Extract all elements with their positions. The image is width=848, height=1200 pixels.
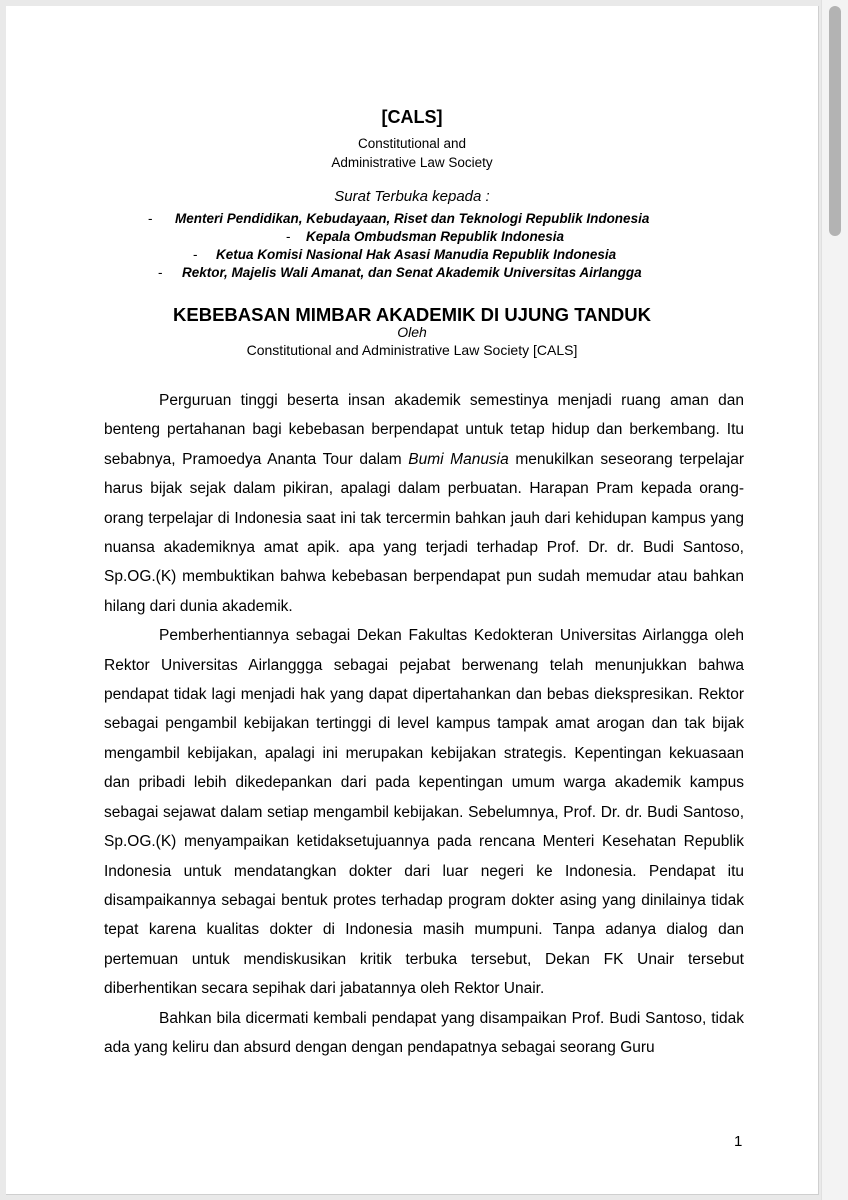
article-title: KEBEBASAN MIMBAR AKADEMIK DI UJUNG TANDUK	[173, 304, 651, 325]
open-letter-intro: Surat Terbuka kepada :	[334, 188, 490, 205]
recipient-text: Menteri Pendidikan, Kebudayaan, Riset dan Teknologi Republik Indonesia	[175, 211, 650, 226]
paragraph-1	[104, 386, 744, 621]
recipient-text: Kepala Ombudsman Republik Indonesia	[306, 229, 565, 244]
article-author: Constitutional and Administrative Law Society [CALS]	[246, 342, 578, 358]
article-body	[104, 386, 744, 1062]
org-full-name-line1: Constitutional and	[357, 136, 467, 151]
recipient-text: Ketua Komisi Nasional Hak Asasi Manudia Republik Indonesia	[216, 247, 617, 262]
recipient-marker: -	[286, 229, 291, 244]
book-title: Bumi Manusia	[408, 450, 509, 468]
recipient-marker: -	[148, 211, 153, 226]
paragraph-1-part-a: Perguruan tinggi beserta insan akademik semestinya menjadi ruang aman dan benteng pertahanan bagi kebebasan berpendapat untuk tetap hidup dan berkembang. Itu sebabnya, Pramoedya Ananta Tour dalam	[104, 392, 744, 468]
org-full-name	[6, 134, 818, 172]
document-page	[6, 6, 819, 1195]
org-full-name-line2: Administrative Law Society	[331, 155, 493, 170]
org-short-name: [CALS]	[381, 107, 443, 127]
paragraph-3: Bahkan bila dicermati kembali pendapat yang disampaikan Prof. Budi Santoso, tidak ada yang keliru dan absurd dengan dengan pendapatnya sebagai seorang Guru	[104, 1009, 744, 1056]
recipient-text: Rektor, Majelis Wali Amanat, dan Senat Akademik Universitas Airlangga	[182, 265, 642, 280]
page-number: 1	[734, 1133, 743, 1150]
paragraph-1-part-b: menukilkan seseorang terpelajar harus bijak sejak dalam pikiran, apalagi dalam perbuatan. Harapan Pram kepada orang-orang terpelajar di Indonesia saat ini tak tercermin bahkan jauh dari kehidupan kampus yang nuansa akademiknya amat apik. apa yang terjadi terhadap Prof. Dr. dr. Budi Santoso, Sp.OG.(K) membuktikan bahwa kebebasan berpendapat pun sudah memudar atau bahkan hilang dari dunia akademik.	[104, 450, 744, 615]
byline-label: Oleh	[397, 324, 427, 340]
recipient-marker: -	[193, 247, 198, 262]
paragraph-2: Pemberhentiannya sebagai Dekan Fakultas Kedokteran Universitas Airlangga oleh Rektor Universitas Airlanggga sebagai pejabat berwenang telah menunjukkan bahwa pendapat tidak lagi menjadi hak yang dapat dipertahankan dan bebas diekspresikan. Rektor sebagai pengambil kebijakan tertinggi di level kampus tampak amat arogan dan tak bijak mengambil kebijakan, apalagi ini merupakan kebijakan strategis. Kepentingan kekuasaan dan pribadi lebih dikedepankan dari pada kepentingan umum warga akademik kampus sebagai sejawat dalam setiap mengambil kebijakan. Sebelumnya, Prof. Dr. dr. Budi Santoso, Sp.OG.(K) menyampaikan ketidaksetujuannya pada rencana Menteri Kesehatan Republik Indonesia untuk mendatangkan dokter dari luar negeri ke Indonesia. Pendapat itu disampaikannya sebagai bentuk protes terhadap program dokter asing yang dinilainya tidak tepat karena kualitas dokter di Indonesia masih mumpuni. Tanpa adanya dialog dan pertemuan untuk mendiskusikan kritik terbuka tersebut, Dekan FK Unair tersebut diberhentikan secara sepihak dari jabatannya oleh Rektor Unair.	[104, 627, 744, 998]
recipient-marker: -	[158, 265, 163, 280]
scrollbar-thumb[interactable]	[829, 6, 841, 236]
vertical-scrollbar[interactable]	[821, 0, 848, 1200]
